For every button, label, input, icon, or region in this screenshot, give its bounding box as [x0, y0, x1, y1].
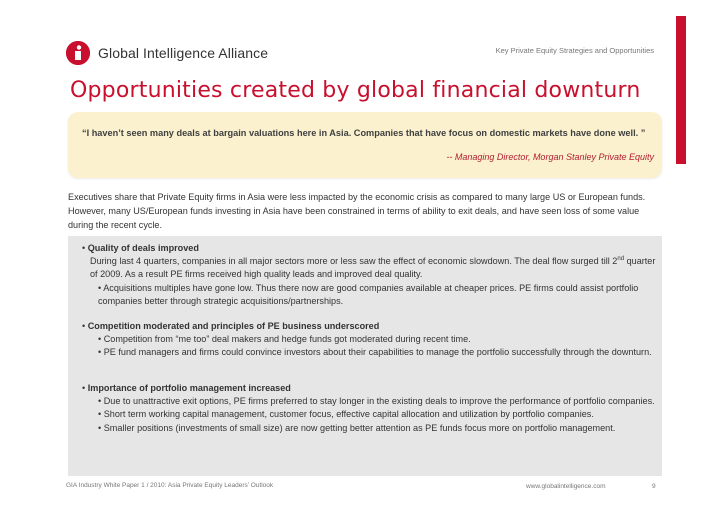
paragraph-part: quarter of 2009. As a result PE firms received high quality leads and improved deal quality.: [90, 256, 656, 280]
accent-bar: [676, 16, 686, 164]
paragraph-superscript: nd: [617, 256, 625, 263]
list-item-text: Short term working capital management, customer focus, effective capital allocation and utilization by portfolio companies.: [103, 409, 594, 420]
quote-text: “I haven’t seen many deals at bargain valuations here in Asia. Companies that have focus on domestic markets have done well. ”: [82, 128, 646, 138]
company-logo: [66, 41, 268, 65]
bullet-icon: •: [82, 243, 88, 253]
section-heading: Competition moderated and principles of PE business underscored: [87, 321, 380, 331]
section-deal-quality: [82, 242, 658, 308]
bullet-icon: •: [82, 383, 88, 393]
list-item: • Short term working capital management, customer focus, effective capital allocation and utilization by portfolio companies.: [98, 409, 594, 420]
gia-logo-icon: [66, 41, 90, 65]
section-competition: [82, 320, 658, 360]
header-subtitle: Key Private Equity Strategies and Opportunities: [495, 46, 654, 55]
list-item-text: Competition from “me too” deal makers and hedge funds got moderated during recent time.: [103, 334, 471, 345]
list-item: • PE fund managers and firms could convince investors about their capabilities to manage the portfolio successfully through the downturn.: [98, 347, 652, 358]
page-title: Opportunities created by global financial downturn: [70, 78, 641, 103]
intro-paragraph: Executives share that Private Equity firms in Asia were less impacted by the economic crisis as compared to many large US or European funds. However, many US/European funds investing in Asia have been constrained in terms of ability to exit deals, and have seen loss of some value during the recent cycle.: [68, 192, 646, 230]
list-item-text: Due to unattractive exit options, PE firms preferred to stay longer in the existing deals to improve the performance of portfolio companies.: [103, 396, 655, 407]
quote-box: [68, 112, 662, 178]
paragraph-part: During last 4 quarters, companies in all major sectors more or less saw the effect of economic slowdown. The deal flow surged till 2: [90, 256, 618, 267]
list-item: • Due to unattractive exit options, PE firms preferred to stay longer in the existing deals to improve the performance of portfolio companies.: [98, 396, 655, 407]
list-item-text: PE fund managers and firms could convince investors about their capabilities to manage the portfolio successfully through the downturn.: [103, 347, 652, 358]
quote-attribution: -- Managing Director, Morgan Stanley Private Equity: [446, 152, 654, 162]
logo-text: Global Intelligence Alliance: [98, 45, 269, 61]
footer-source: GIA Industry White Paper 1 / 2010: Asia Private Equity Leaders’ Outlook: [66, 482, 274, 489]
list-item: • Smaller positions (investments of small size) are now getting better attention as PE funds focus more on portfolio management.: [98, 422, 616, 433]
list-item-text: Acquisitions multiples have gone low. Thus there now are good companies available at cheaper prices. PE firms could assist portfolio companies better through strategic acquisitions/partnerships.: [98, 282, 639, 306]
list-item: • Acquisitions multiples have gone low. Thus there now are good companies available at cheaper prices. PE firms could assist portfolio companies better through strategic acquisitions/partnerships.: [98, 282, 639, 306]
page-number: 9: [652, 483, 656, 490]
bullet-icon: •: [82, 321, 88, 331]
list-item-text: Smaller positions (investments of small size) are now getting better attention as PE funds focus more on portfolio management.: [103, 422, 616, 433]
section-paragraph: [82, 255, 658, 281]
section-heading: Importance of portfolio management increased: [87, 383, 291, 393]
list-item: • Competition from “me too” deal makers and hedge funds got moderated during recent time.: [98, 334, 471, 345]
section-portfolio-management: [82, 382, 658, 435]
section-heading: Quality of deals improved: [87, 243, 199, 253]
footer-website[interactable]: www.globalintelligence.com: [526, 483, 606, 490]
findings-panel: [68, 236, 662, 476]
